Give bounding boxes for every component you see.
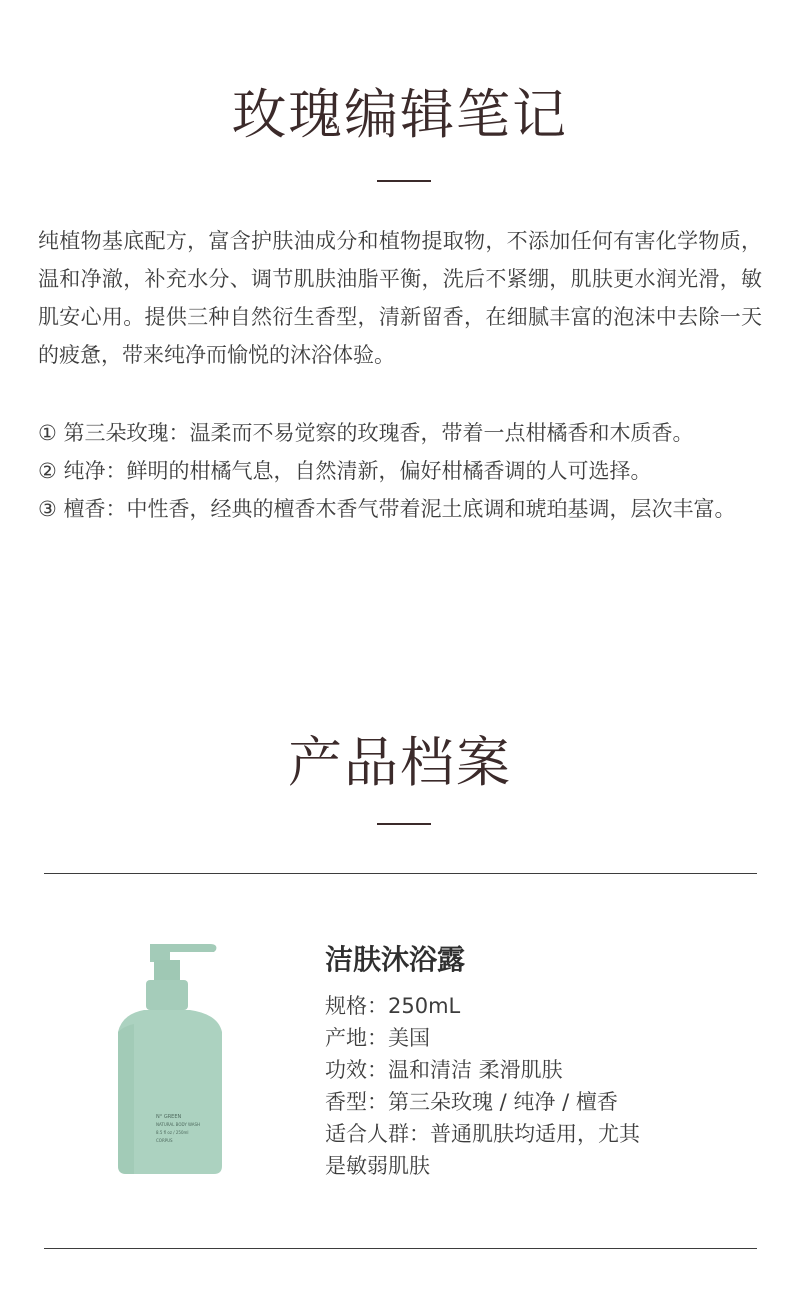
scent-note-1: ① 第三朵玫瑰：温柔而不易觉察的玫瑰香，带着一点柑橘香和木质香。 bbox=[38, 421, 694, 445]
spec-suitable-cont: 是敏弱肌肤 bbox=[325, 1154, 430, 1178]
description-paragraph: 纯植物基底配方，富含护肤油成分和植物提取物，不添加任何有害化学物质，温和净澈，补充水分、调节肌肤油脂平衡，洗后不紧绷，肌肤更水润光滑，敏肌安心用。提供三种自然衍生香型，清新留香，在细腻丰富的泡沫中去除一天的疲惫，带来纯净而愉悦的沐浴体验。 bbox=[38, 229, 762, 367]
title-divider bbox=[377, 823, 431, 825]
section-divider-bottom bbox=[44, 1248, 757, 1249]
spec-suitable: 适合人群：普通肌肤均适用，尤其 bbox=[325, 1122, 640, 1146]
bottle-label-line4: CORPUS bbox=[156, 1138, 173, 1143]
bottle-label-line3: 8.5 fl oz / 250ml bbox=[156, 1130, 189, 1135]
spec-origin: 产地：美国 bbox=[325, 1026, 430, 1050]
editor-notes-title: 玫瑰编辑笔记 bbox=[232, 83, 568, 146]
scent-note-3: ③ 檀香：中性香，经典的檀香木香气带着泥土底调和琥珀基调，层次丰富。 bbox=[38, 497, 736, 521]
section-divider-top bbox=[44, 873, 757, 874]
spec-effect: 功效：温和清洁 柔滑肌肤 bbox=[325, 1058, 563, 1082]
bottle-label-line1: N° GREEN bbox=[156, 1114, 182, 1120]
spec-size: 规格：250mL bbox=[325, 994, 461, 1018]
product-name: 洁肤沐浴露 bbox=[325, 943, 466, 976]
product-bottle-image bbox=[110, 940, 235, 1180]
spec-scent: 香型：第三朵玫瑰 / 纯净 / 檀香 bbox=[325, 1090, 618, 1114]
scent-note-2: ② 纯净：鲜明的柑橘气息，自然清新，偏好柑橘香调的人可选择。 bbox=[38, 459, 652, 483]
product-profile-title: 产品档案 bbox=[288, 731, 512, 794]
bottle-label-line2: NATURAL BODY WASH bbox=[156, 1122, 201, 1127]
title-divider bbox=[377, 180, 431, 182]
